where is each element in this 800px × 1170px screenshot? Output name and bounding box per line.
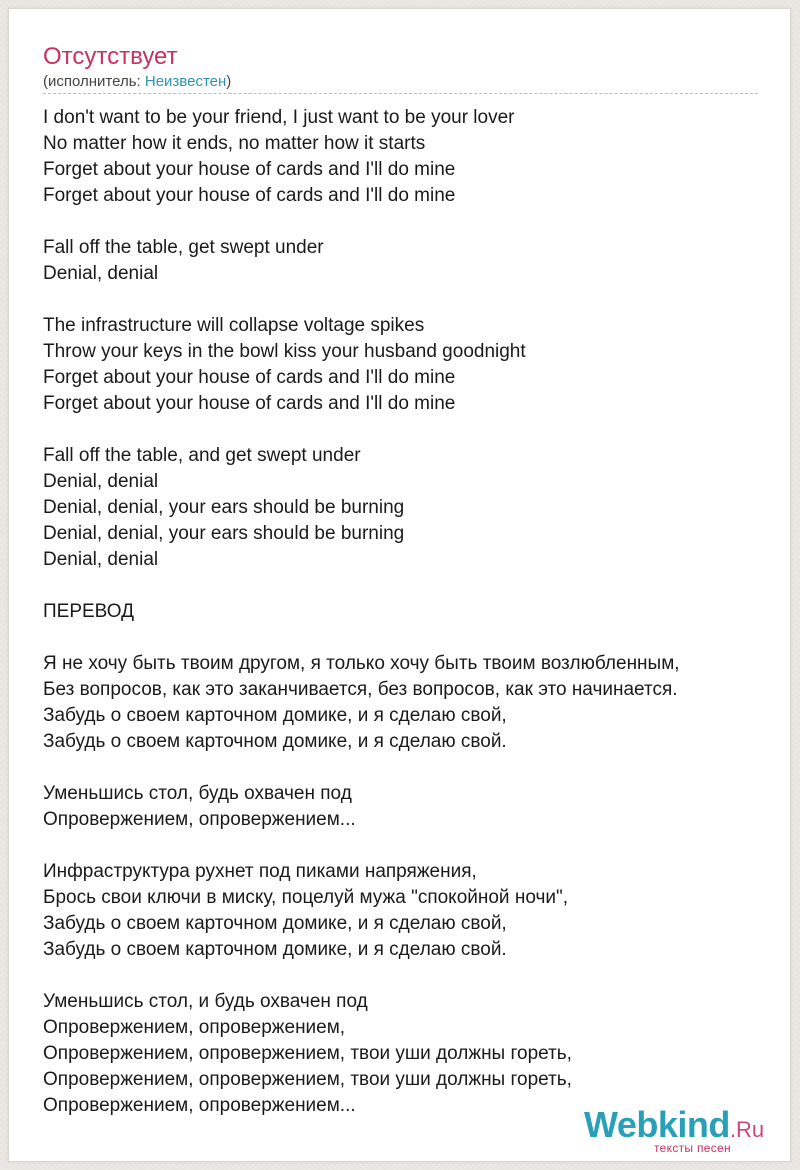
lyric-line: Denial, denial, your ears should be burning [43, 523, 405, 544]
lyric-line: ПЕРЕВОД [43, 601, 134, 622]
lyric-line: Инфраструктура рухнет под пиками напряжения, [43, 861, 477, 882]
song-title: Отсутствует [43, 43, 178, 70]
logo-tagline: тексты песен [654, 1141, 731, 1155]
lyric-line: Опровержением, опровержением... [43, 809, 356, 830]
lyric-line: Забудь о своем карточном домике, и я сделаю свой, [43, 705, 507, 726]
stanza-gap [43, 573, 763, 599]
lyric-line: Брось свои ключи в миску, поцелуй мужа "спокойной ночи", [43, 887, 569, 908]
lyric-line: Без вопросов, как это заканчивается, без вопросов, как это начинается. [43, 679, 678, 700]
lyrics-sheet [8, 8, 791, 1162]
artist-link[interactable]: Неизвестен [144, 73, 227, 90]
stanza-gap [43, 209, 763, 235]
stanza-gap [43, 963, 763, 989]
lyric-line: Опровержением, опровержением, [43, 1017, 346, 1038]
artist-prefix: (исполнитель: [43, 73, 145, 90]
lyric-line: Forget about your house of cards and I'll do mine [43, 393, 456, 414]
lyric-line: I don't want to be your friend, I just want to be your lover [43, 107, 515, 128]
lyric-line: Forget about your house of cards and I'll do mine [43, 159, 456, 180]
artist-suffix: ) [226, 73, 232, 90]
logo-tld: .Ru [729, 1117, 765, 1142]
lyrics-body [43, 105, 763, 1119]
lyric-line: Опровержением, опровержением... [43, 1095, 356, 1116]
lyric-line: Уменьшись стол, и будь охвачен под [43, 991, 368, 1012]
lyric-line: Forget about your house of cards and I'll do mine [43, 367, 456, 388]
stanza-gap [43, 833, 763, 859]
lyric-line: Forget about your house of cards and I'll do mine [43, 185, 456, 206]
lyric-line: Я не хочу быть твоим другом, я только хочу быть твоим возлюбленным, [43, 653, 680, 674]
stanza-gap [43, 755, 763, 781]
site-logo[interactable] [584, 1105, 784, 1155]
lyric-line: Забудь о своем карточном домике, и я сделаю свой. [43, 731, 507, 752]
lyric-line: Опровержением, опровержением, твои уши должны гореть, [43, 1043, 572, 1064]
stanza-gap [43, 625, 763, 651]
lyric-line: Fall off the table, and get swept under [43, 445, 361, 466]
stanza-gap [43, 417, 763, 443]
lyric-line: Throw your keys in the bowl kiss your husband goodnight [43, 341, 526, 362]
artist-line [43, 73, 231, 91]
lyric-line: Забудь о своем карточном домике, и я сделаю свой. [43, 939, 507, 960]
lyric-line: Уменьшись стол, будь охвачен под [43, 783, 352, 804]
lyric-line: Забудь о своем карточном домике, и я сделаю свой, [43, 913, 507, 934]
lyric-line: Denial, denial [43, 471, 159, 492]
lyric-line: No matter how it ends, no matter how it starts [43, 133, 426, 154]
stanza-gap [43, 287, 763, 313]
title-divider [43, 93, 758, 94]
lyric-line: Denial, denial [43, 263, 159, 284]
lyric-line: Denial, denial [43, 549, 159, 570]
lyric-line: The infrastructure will collapse voltage spikes [43, 315, 425, 336]
lyric-line: Опровержением, опровержением, твои уши должны гореть, [43, 1069, 572, 1090]
lyric-line: Fall off the table, get swept under [43, 237, 324, 258]
lyric-line: Denial, denial, your ears should be burning [43, 497, 405, 518]
logo-name: Webkind [584, 1104, 730, 1145]
